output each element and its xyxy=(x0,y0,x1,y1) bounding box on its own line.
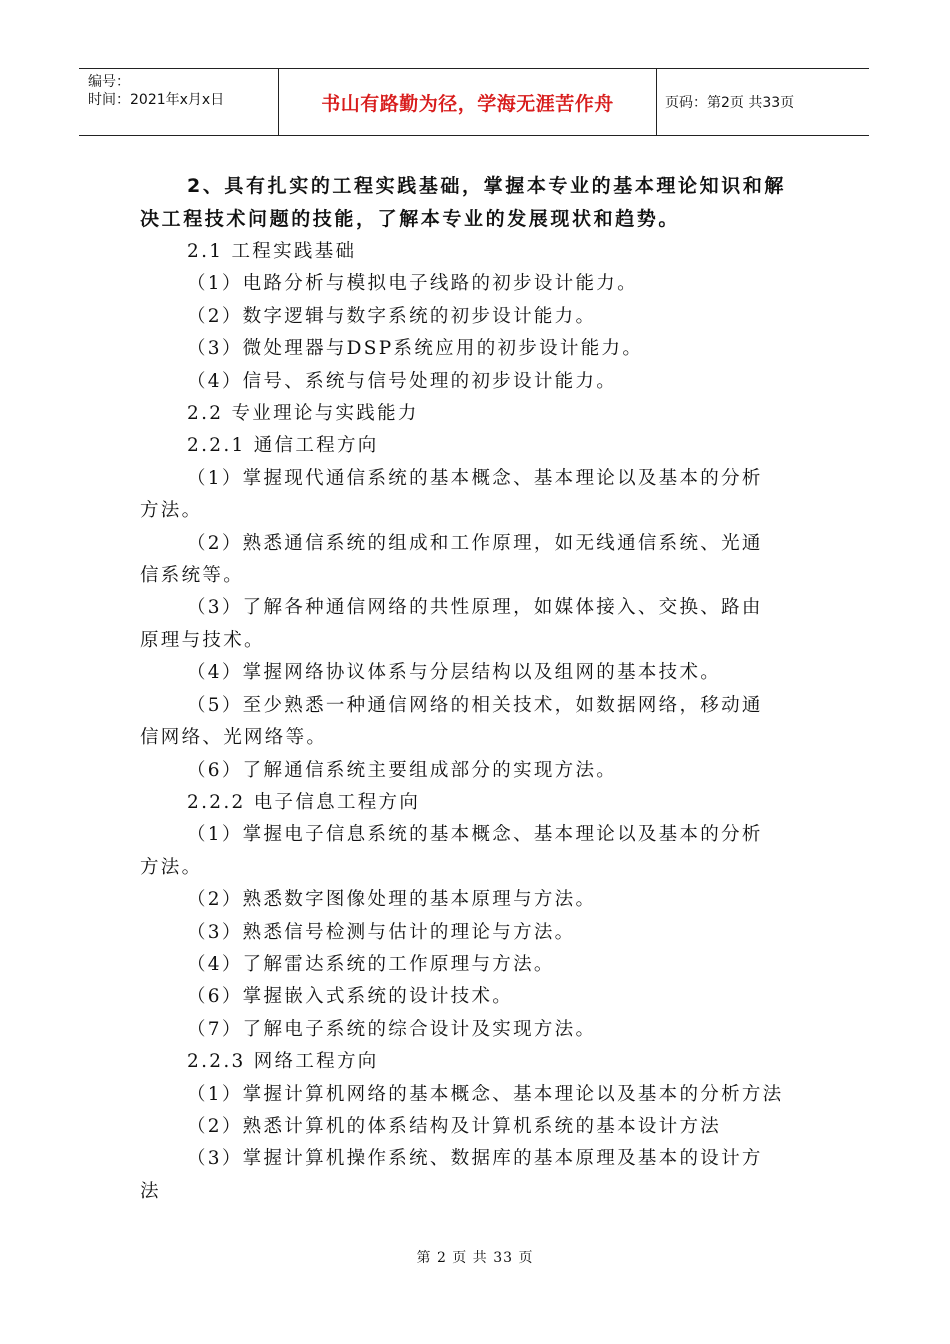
list-item: （2）熟悉计算机的体系结构及计算机系统的基本设计方法 xyxy=(187,1115,722,1137)
list-item: （3）了解各种通信网络的共性原理，如媒体接入、交换、路由 xyxy=(187,597,763,619)
list-item: （3）掌握计算机操作系统、数据库的基本原理及基本的设计方 xyxy=(187,1148,763,1170)
subsection-title: 2.1 工程实践基础 xyxy=(187,241,357,262)
list-item: （2）熟悉数字图像处理的基本原理与方法。 xyxy=(187,889,597,911)
list-item: （4）了解雷达系统的工作原理与方法。 xyxy=(187,953,555,975)
list-item-cont: 法 xyxy=(140,1180,161,1202)
page-footer: 第 2 页 共 33 页 xyxy=(416,1250,534,1266)
page-header xyxy=(79,68,869,136)
header-page-number: 页码：第2页 共33页 xyxy=(665,95,795,111)
subsection-title: 2.2 专业理论与实践能力 xyxy=(187,403,419,425)
list-item-cont: 方法。 xyxy=(140,500,203,522)
list-item-cont: 信系统等。 xyxy=(140,565,245,587)
list-item: （2）数字逻辑与数字系统的初步设计能力。 xyxy=(187,305,597,327)
document-body xyxy=(140,170,810,1208)
list-item: （2）熟悉通信系统的组成和工作原理，如无线通信系统、光通 xyxy=(187,532,763,554)
header-motto: 书山有路勤为径，学海无涯苦作舟 xyxy=(279,69,657,135)
list-item: （4）信号、系统与信号处理的初步设计能力。 xyxy=(187,370,618,392)
list-item: （6）掌握嵌入式系统的设计技术。 xyxy=(187,986,514,1008)
list-item: （7）了解电子系统的综合设计及实现方法。 xyxy=(187,1018,597,1040)
subsection-title: 2.2.3 网络工程方向 xyxy=(187,1051,379,1073)
list-item: （1）掌握电子信息系统的基本概念、基本理论以及基本的分析 xyxy=(187,824,763,846)
list-item: （1）掌握计算机网络的基本概念、基本理论以及基本的分析方法 xyxy=(187,1083,784,1105)
section-heading-cont: 决工程技术问题的技能，了解本专业的发展现状和趋势。 xyxy=(140,208,681,230)
list-item-cont: 原理与技术。 xyxy=(140,629,265,651)
document-date: 时间：2021年x月x日 xyxy=(88,92,225,108)
list-item: （3）熟悉信号检测与估计的理论与方法。 xyxy=(187,921,576,943)
list-item: （3）微处理器与DSP系统应用的初步设计能力。 xyxy=(187,338,644,360)
subsection-title: 2.2.2 电子信息工程方向 xyxy=(187,791,421,813)
list-item: （6）了解通信系统主要组成部分的实现方法。 xyxy=(187,759,618,781)
list-item: （5）至少熟悉一种通信网络的相关技术，如数据网络，移动通 xyxy=(187,694,763,716)
document-number-label: 编号： xyxy=(88,74,130,90)
section-heading: 2、具有扎实的工程实践基础，掌握本专业的基本理论知识和解 xyxy=(187,175,787,197)
list-item: （1）掌握现代通信系统的基本概念、基本理论以及基本的分析 xyxy=(187,467,763,489)
list-item: （4）掌握网络协议体系与分层结构以及组网的基本技术。 xyxy=(187,662,722,684)
list-item: （1）电路分析与模拟电子线路的初步设计能力。 xyxy=(187,273,638,295)
list-item-cont: 信网络、光网络等。 xyxy=(140,727,328,749)
subsection-title: 2.2.1 通信工程方向 xyxy=(187,435,379,457)
list-item-cont: 方法。 xyxy=(140,856,203,878)
header-meta xyxy=(79,69,279,135)
